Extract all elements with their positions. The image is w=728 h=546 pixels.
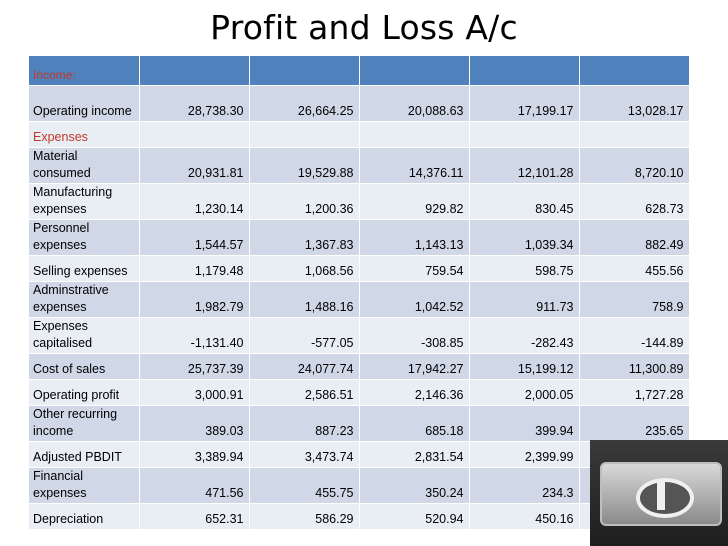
table-row xyxy=(29,184,689,220)
row-value: 2,586.51 xyxy=(249,380,359,406)
row-label: Personnel expenses xyxy=(29,220,139,256)
emblem-oval xyxy=(636,478,694,518)
row-value: -144.89 xyxy=(579,318,689,354)
row-value: 911.73 xyxy=(469,282,579,318)
row-value: 455.75 xyxy=(249,468,359,504)
row-value: 24,077.74 xyxy=(249,354,359,380)
row-value: 13,028.17 xyxy=(579,86,689,122)
row-label: Depreciation xyxy=(29,504,139,530)
row-label: Expenses xyxy=(29,122,139,148)
row-value: 1,488.16 xyxy=(249,282,359,318)
car-grille-logo-image xyxy=(590,440,728,546)
row-value: 19,529.88 xyxy=(249,148,359,184)
row-label: Operating profit xyxy=(29,380,139,406)
row-value: 1,200.36 xyxy=(249,184,359,220)
row-label: Financial expenses xyxy=(29,468,139,504)
table-row xyxy=(29,318,689,354)
row-label: Cost of sales xyxy=(29,354,139,380)
table-row xyxy=(29,86,689,122)
row-value: 598.75 xyxy=(469,256,579,282)
row-value: 3,389.94 xyxy=(139,442,249,468)
table-row xyxy=(29,406,689,442)
table-row xyxy=(29,256,689,282)
row-value: 20,088.63 xyxy=(359,86,469,122)
row-value: 234.3 xyxy=(469,468,579,504)
row-value: 15,199.12 xyxy=(469,354,579,380)
row-value: 1,367.83 xyxy=(249,220,359,256)
emblem-t xyxy=(657,482,665,510)
row-value: 2,831.54 xyxy=(359,442,469,468)
row-value: 1,042.52 xyxy=(359,282,469,318)
row-value: 17,199.17 xyxy=(469,86,579,122)
table-row xyxy=(29,122,689,148)
row-label: Income: xyxy=(29,56,139,86)
row-value xyxy=(139,122,249,148)
row-value xyxy=(359,56,469,86)
grille-shape xyxy=(600,462,722,526)
table-row xyxy=(29,220,689,256)
row-value: -308.85 xyxy=(359,318,469,354)
row-value: 1,982.79 xyxy=(139,282,249,318)
row-value: 1,068.56 xyxy=(249,256,359,282)
row-value: 11,300.89 xyxy=(579,354,689,380)
row-value: 8,720.10 xyxy=(579,148,689,184)
row-value: 3,000.91 xyxy=(139,380,249,406)
row-value: 758.9 xyxy=(579,282,689,318)
row-value: 1,230.14 xyxy=(139,184,249,220)
row-value: -577.05 xyxy=(249,318,359,354)
row-value: 399.94 xyxy=(469,406,579,442)
table-row xyxy=(29,148,689,184)
row-label: Manufacturing expenses xyxy=(29,184,139,220)
row-value: 28,738.30 xyxy=(139,86,249,122)
row-value: 520.94 xyxy=(359,504,469,530)
table-row xyxy=(29,354,689,380)
table-row xyxy=(29,282,689,318)
row-label: Operating income xyxy=(29,86,139,122)
row-value xyxy=(469,56,579,86)
row-value: 759.54 xyxy=(359,256,469,282)
row-value: 455.56 xyxy=(579,256,689,282)
row-value: -1,131.40 xyxy=(139,318,249,354)
row-value: 1,179.48 xyxy=(139,256,249,282)
row-value: 471.56 xyxy=(139,468,249,504)
row-value: 652.31 xyxy=(139,504,249,530)
row-value xyxy=(139,56,249,86)
row-value xyxy=(579,122,689,148)
row-label: Expenses capitalised xyxy=(29,318,139,354)
row-value: 14,376.11 xyxy=(359,148,469,184)
row-value xyxy=(469,122,579,148)
row-value: 25,737.39 xyxy=(139,354,249,380)
table-row xyxy=(29,380,689,406)
row-value: 1,727.28 xyxy=(579,380,689,406)
row-value: 830.45 xyxy=(469,184,579,220)
row-value: 389.03 xyxy=(139,406,249,442)
row-value: 20,931.81 xyxy=(139,148,249,184)
row-value: 2,000.05 xyxy=(469,380,579,406)
row-value xyxy=(249,56,359,86)
row-value: 882.49 xyxy=(579,220,689,256)
page-title: Profit and Loss A/c xyxy=(210,8,518,47)
row-value xyxy=(579,56,689,86)
row-value: 26,664.25 xyxy=(249,86,359,122)
row-value: 450.16 xyxy=(469,504,579,530)
row-label: Other recurring income xyxy=(29,406,139,442)
row-value: 1,544.57 xyxy=(139,220,249,256)
row-value: 3,473.74 xyxy=(249,442,359,468)
row-value: 685.18 xyxy=(359,406,469,442)
row-value: 2,399.99 xyxy=(469,442,579,468)
row-value: 350.24 xyxy=(359,468,469,504)
row-value: 2,146.36 xyxy=(359,380,469,406)
row-value: 586.29 xyxy=(249,504,359,530)
row-label: Adminstrative expenses xyxy=(29,282,139,318)
row-value: 887.23 xyxy=(249,406,359,442)
row-value: 235.65 xyxy=(579,406,689,442)
row-value xyxy=(249,122,359,148)
row-value: 1,039.34 xyxy=(469,220,579,256)
row-label: Material consumed xyxy=(29,148,139,184)
table-row xyxy=(29,56,689,86)
row-value: -282.43 xyxy=(469,318,579,354)
row-value xyxy=(359,122,469,148)
row-value: 17,942.27 xyxy=(359,354,469,380)
row-value: 1,143.13 xyxy=(359,220,469,256)
row-value: 628.73 xyxy=(579,184,689,220)
row-label: Selling expenses xyxy=(29,256,139,282)
row-label: Adjusted PBDIT xyxy=(29,442,139,468)
row-value: 12,101.28 xyxy=(469,148,579,184)
row-value: 929.82 xyxy=(359,184,469,220)
